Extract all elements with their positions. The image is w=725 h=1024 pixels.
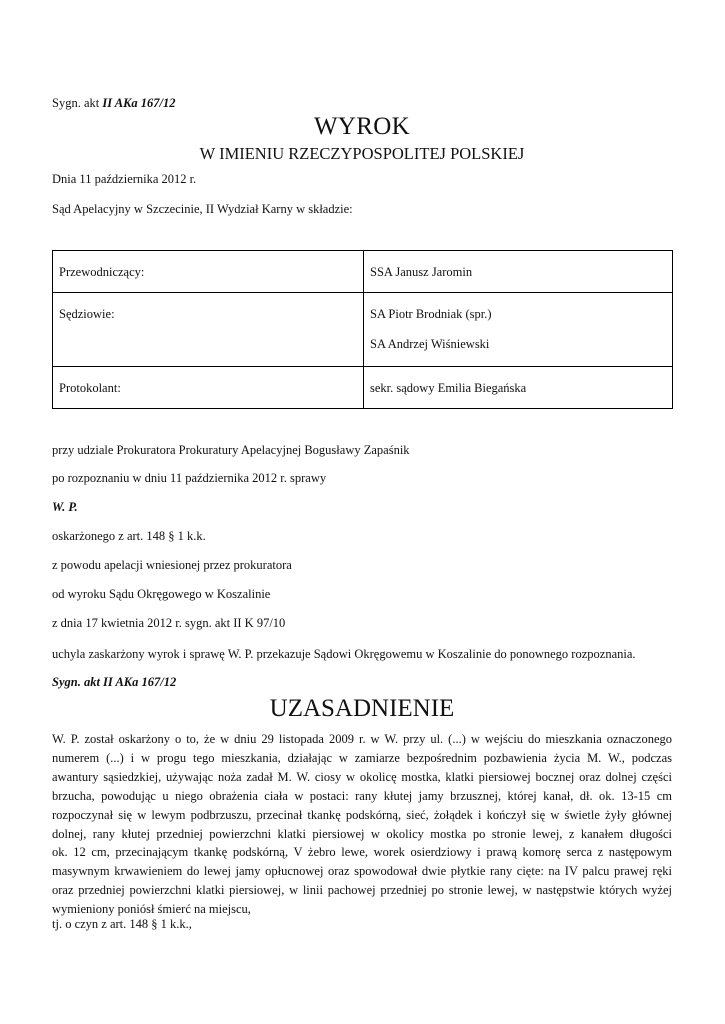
clerk-name: sekr. sądowy Emilia Biegańska [364, 367, 673, 409]
paragraph-line: brzucha, powodując u niego obrażenia ciała w postaci: rany kłutej jamy brzusznej, której kanał, dł. ok. 13-15 cm [52, 788, 672, 803]
judge-name: SA Andrzej Wiśniewski [370, 337, 490, 351]
court-panel-table [52, 250, 673, 409]
paragraph-line: dolnej, rany kłutej przedniej powierzchni klatki piersiowej w okolicy mostka po stronie lewej, z kanałem długości [52, 826, 672, 841]
clerk-label: Protokolant: [53, 367, 364, 409]
charge-line: oskarżonego z art. 148 § 1 k.k. [52, 529, 206, 543]
appeal-line: z powodu apelacji wniesionej przez prokuratora [52, 558, 292, 572]
paragraph-line: awantury sąsiedzkiej, używając noża zadał M. W. ciosy w okolicę mostka, klatki piersiowej bocznej oraz dolnej części [52, 769, 672, 784]
reasons-paragraph [52, 730, 672, 919]
lower-judgment-date: z dnia 17 kwietnia 2012 r. sygn. akt II K 97/10 [52, 616, 286, 630]
lower-court-line: od wyroku Sądu Okręgowego w Koszalinie [52, 587, 271, 601]
paragraph-line: oraz przedniej powierzchni klatki piersiowej, w linii pachowej przedniej po stronie lewej, w następstwie których wyżej [52, 883, 672, 898]
prosecutor-line: przy udziale Prokuratora Prokuratury Apelacyjnej Bogusławy Zapaśnik [52, 443, 410, 457]
document-title: WYROK [314, 113, 410, 140]
ruling-line: uchyla zaskarżony wyrok i sprawę W. P. przekazuje Sądowi Okręgowemu w Koszalinie do ponownego rozpoznania. [52, 647, 636, 661]
paragraph-line: wymieniony poniósł śmierć na miejscu, [52, 902, 251, 917]
reasons-title: UZASADNIENIE [269, 695, 455, 722]
hearing-line: po rozpoznaniu w dniu 11 października 2012 r. sprawy [52, 471, 327, 485]
judges-label: Sędziowie: [53, 293, 364, 367]
panel-row-clerk [53, 367, 673, 409]
reasons-signature: Sygn. akt II AKa 167/12 [52, 675, 177, 689]
chair-name: SSA Janusz Jaromin [364, 251, 673, 293]
court-composition-intro: Sąd Apelacyjny w Szczecinie, II Wydział Karny w składzie: [52, 202, 353, 216]
paragraph-line: rozpoczynał się w lewym podbrzuszu, przecinał tkankę podskórną, sieć, żołądek i kończył się w świetle żyły głównej [52, 807, 672, 822]
defendant-name: W. P. [52, 500, 78, 514]
chair-label: Przewodniczący: [53, 251, 364, 293]
paragraph-line: W. P. został oskarżony o to, że w dniu 29 listopada 2009 r. w W. przy ul. (...) w wejściu do mieszkania oznaczonego [52, 732, 672, 746]
qualification-line: tj. o czyn z art. 148 § 1 k.k., [52, 917, 192, 931]
panel-row-chair [53, 251, 673, 293]
document-subtitle: W IMIENIU RZECZYPOSPOLITEJ POLSKIEJ [199, 144, 525, 163]
case-signature: Sygn. akt II AKa 167/12 [52, 96, 176, 110]
panel-row-judges [53, 293, 673, 367]
judgment-date: Dnia 11 października 2012 r. [52, 172, 197, 186]
paragraph-line: ok. 12 cm, przecinającym tkankę podskórną, V żebro lewe, worek osierdziowy i prawą komorę serca z następowym [52, 845, 672, 860]
judges-names [364, 293, 673, 367]
paragraph-line: masywnym krwawieniem do lewej jamy opłucnowej oraz spowodował dwie płytkie rany cięte: na IV palcu prawej ręki [52, 864, 672, 879]
paragraph-line: numerem (...) i w progu tego mieszkania, działając w zamiarze bezpośrednim pozbawienia życia M. W., podczas [52, 750, 672, 765]
judge-name: SA Piotr Brodniak (spr.) [370, 307, 492, 321]
